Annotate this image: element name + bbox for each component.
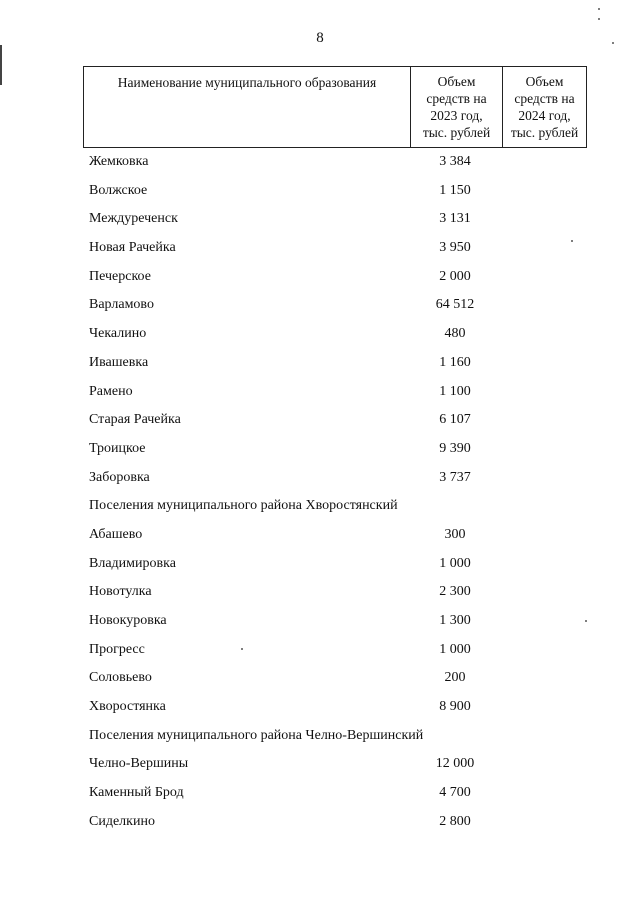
amount-2023: 1 300 (439, 613, 471, 628)
table-row (0, 664, 640, 693)
amount-2023: 300 (444, 526, 466, 542)
table-row (0, 234, 640, 263)
amount-2023: 2 800 (439, 813, 471, 829)
scan-speck (598, 18, 600, 20)
municipality-name: Троицкое (89, 440, 146, 456)
table-row (0, 291, 640, 320)
table-row (0, 779, 640, 808)
section-heading-row (0, 722, 640, 751)
table-row (0, 263, 640, 292)
table-header (83, 66, 587, 148)
table-row (0, 435, 640, 464)
header-2024-line: 2024 год, (518, 108, 571, 123)
table-row (0, 320, 640, 349)
municipality-name: Печерское (89, 268, 151, 284)
scan-edge-mark (0, 45, 2, 85)
table-body (0, 148, 640, 837)
municipality-name: Челно-Вершины (89, 756, 189, 772)
amount-2023: 1 000 (439, 555, 471, 571)
municipality-name: Владимировка (89, 555, 176, 571)
municipality-name: Новая Рачейка (89, 240, 176, 256)
amount-2023: 480 (444, 326, 466, 342)
amount-2023: 200 (444, 670, 466, 686)
municipality-name: Старая Рачейка (89, 412, 181, 428)
municipality-name: Сиделкино (89, 813, 155, 829)
table-row (0, 521, 640, 550)
amount-2023: 3 737 (439, 469, 471, 485)
amount-2023: 1 100 (439, 383, 471, 399)
amount-2023: 3 950 (439, 240, 471, 256)
header-2023-line: 2023 год, (430, 108, 483, 123)
municipality-name: Новотулка (89, 584, 152, 600)
header-2024-line: тыс. рублей (510, 125, 579, 140)
section-heading: Поселения муниципального района Хворостянский (89, 498, 398, 514)
header-2024-line: средств на (514, 91, 575, 106)
amount-2023: 3 131 (439, 211, 471, 227)
table-row (0, 148, 640, 177)
municipality-name: Новокуровка (89, 613, 167, 628)
table-row (0, 578, 640, 607)
header-2024-line: Объем (525, 74, 564, 89)
amount-2023: 12 000 (435, 756, 475, 772)
table-row (0, 464, 640, 493)
header-2023-line: средств на (426, 91, 487, 106)
table-row (0, 378, 640, 407)
page-number: 8 (316, 30, 324, 46)
municipality-name: Абашево (89, 526, 143, 542)
municipality-name: Ивашевка (89, 354, 149, 370)
table-row (0, 808, 640, 837)
municipality-name: Чекалино (89, 326, 147, 342)
table-row (0, 406, 640, 435)
amount-2023: 6 107 (439, 412, 471, 428)
table-row (0, 205, 640, 234)
municipality-name: Прогресс (89, 641, 145, 657)
table-row (0, 693, 640, 722)
municipality-name: Каменный Брод (89, 785, 184, 801)
municipality-name: Хворостянка (89, 699, 166, 715)
table-row (0, 750, 640, 779)
amount-2023: 64 512 (435, 297, 475, 313)
amount-2023: 9 390 (439, 440, 471, 456)
section-heading: Поселения муниципального района Челно-Вершинский (89, 727, 424, 743)
municipality-name: Рамено (89, 383, 133, 399)
header-2023-column (411, 67, 503, 147)
table-row (0, 607, 640, 636)
amount-2023: 1 160 (439, 354, 471, 370)
municipality-name: Варламово (89, 297, 154, 313)
scan-speck (598, 8, 600, 10)
section-heading-row (0, 492, 640, 521)
amount-2023: 3 384 (439, 154, 471, 169)
table-row (0, 177, 640, 206)
table-row (0, 550, 640, 579)
municipality-name: Междуреченск (89, 211, 178, 227)
municipality-name: Жемковка (89, 154, 149, 169)
amount-2023: 2 000 (439, 268, 471, 284)
table-row (0, 636, 640, 665)
amount-2023: 1 000 (439, 641, 471, 657)
amount-2023: 8 900 (439, 699, 471, 715)
amount-2023: 2 300 (439, 584, 471, 600)
municipality-name: Волжское (89, 182, 148, 198)
amount-2023: 4 700 (439, 785, 471, 801)
header-2023-line: тыс. рублей (422, 125, 491, 140)
municipality-name: Заборовка (89, 469, 150, 485)
table-row (0, 349, 640, 378)
municipality-name: Соловьево (89, 670, 152, 686)
amount-2023: 1 150 (439, 182, 471, 198)
header-2024-column (503, 67, 586, 147)
header-2023-line: Объем (437, 74, 476, 89)
header-name-column: Наименование муниципального образования (84, 67, 411, 147)
